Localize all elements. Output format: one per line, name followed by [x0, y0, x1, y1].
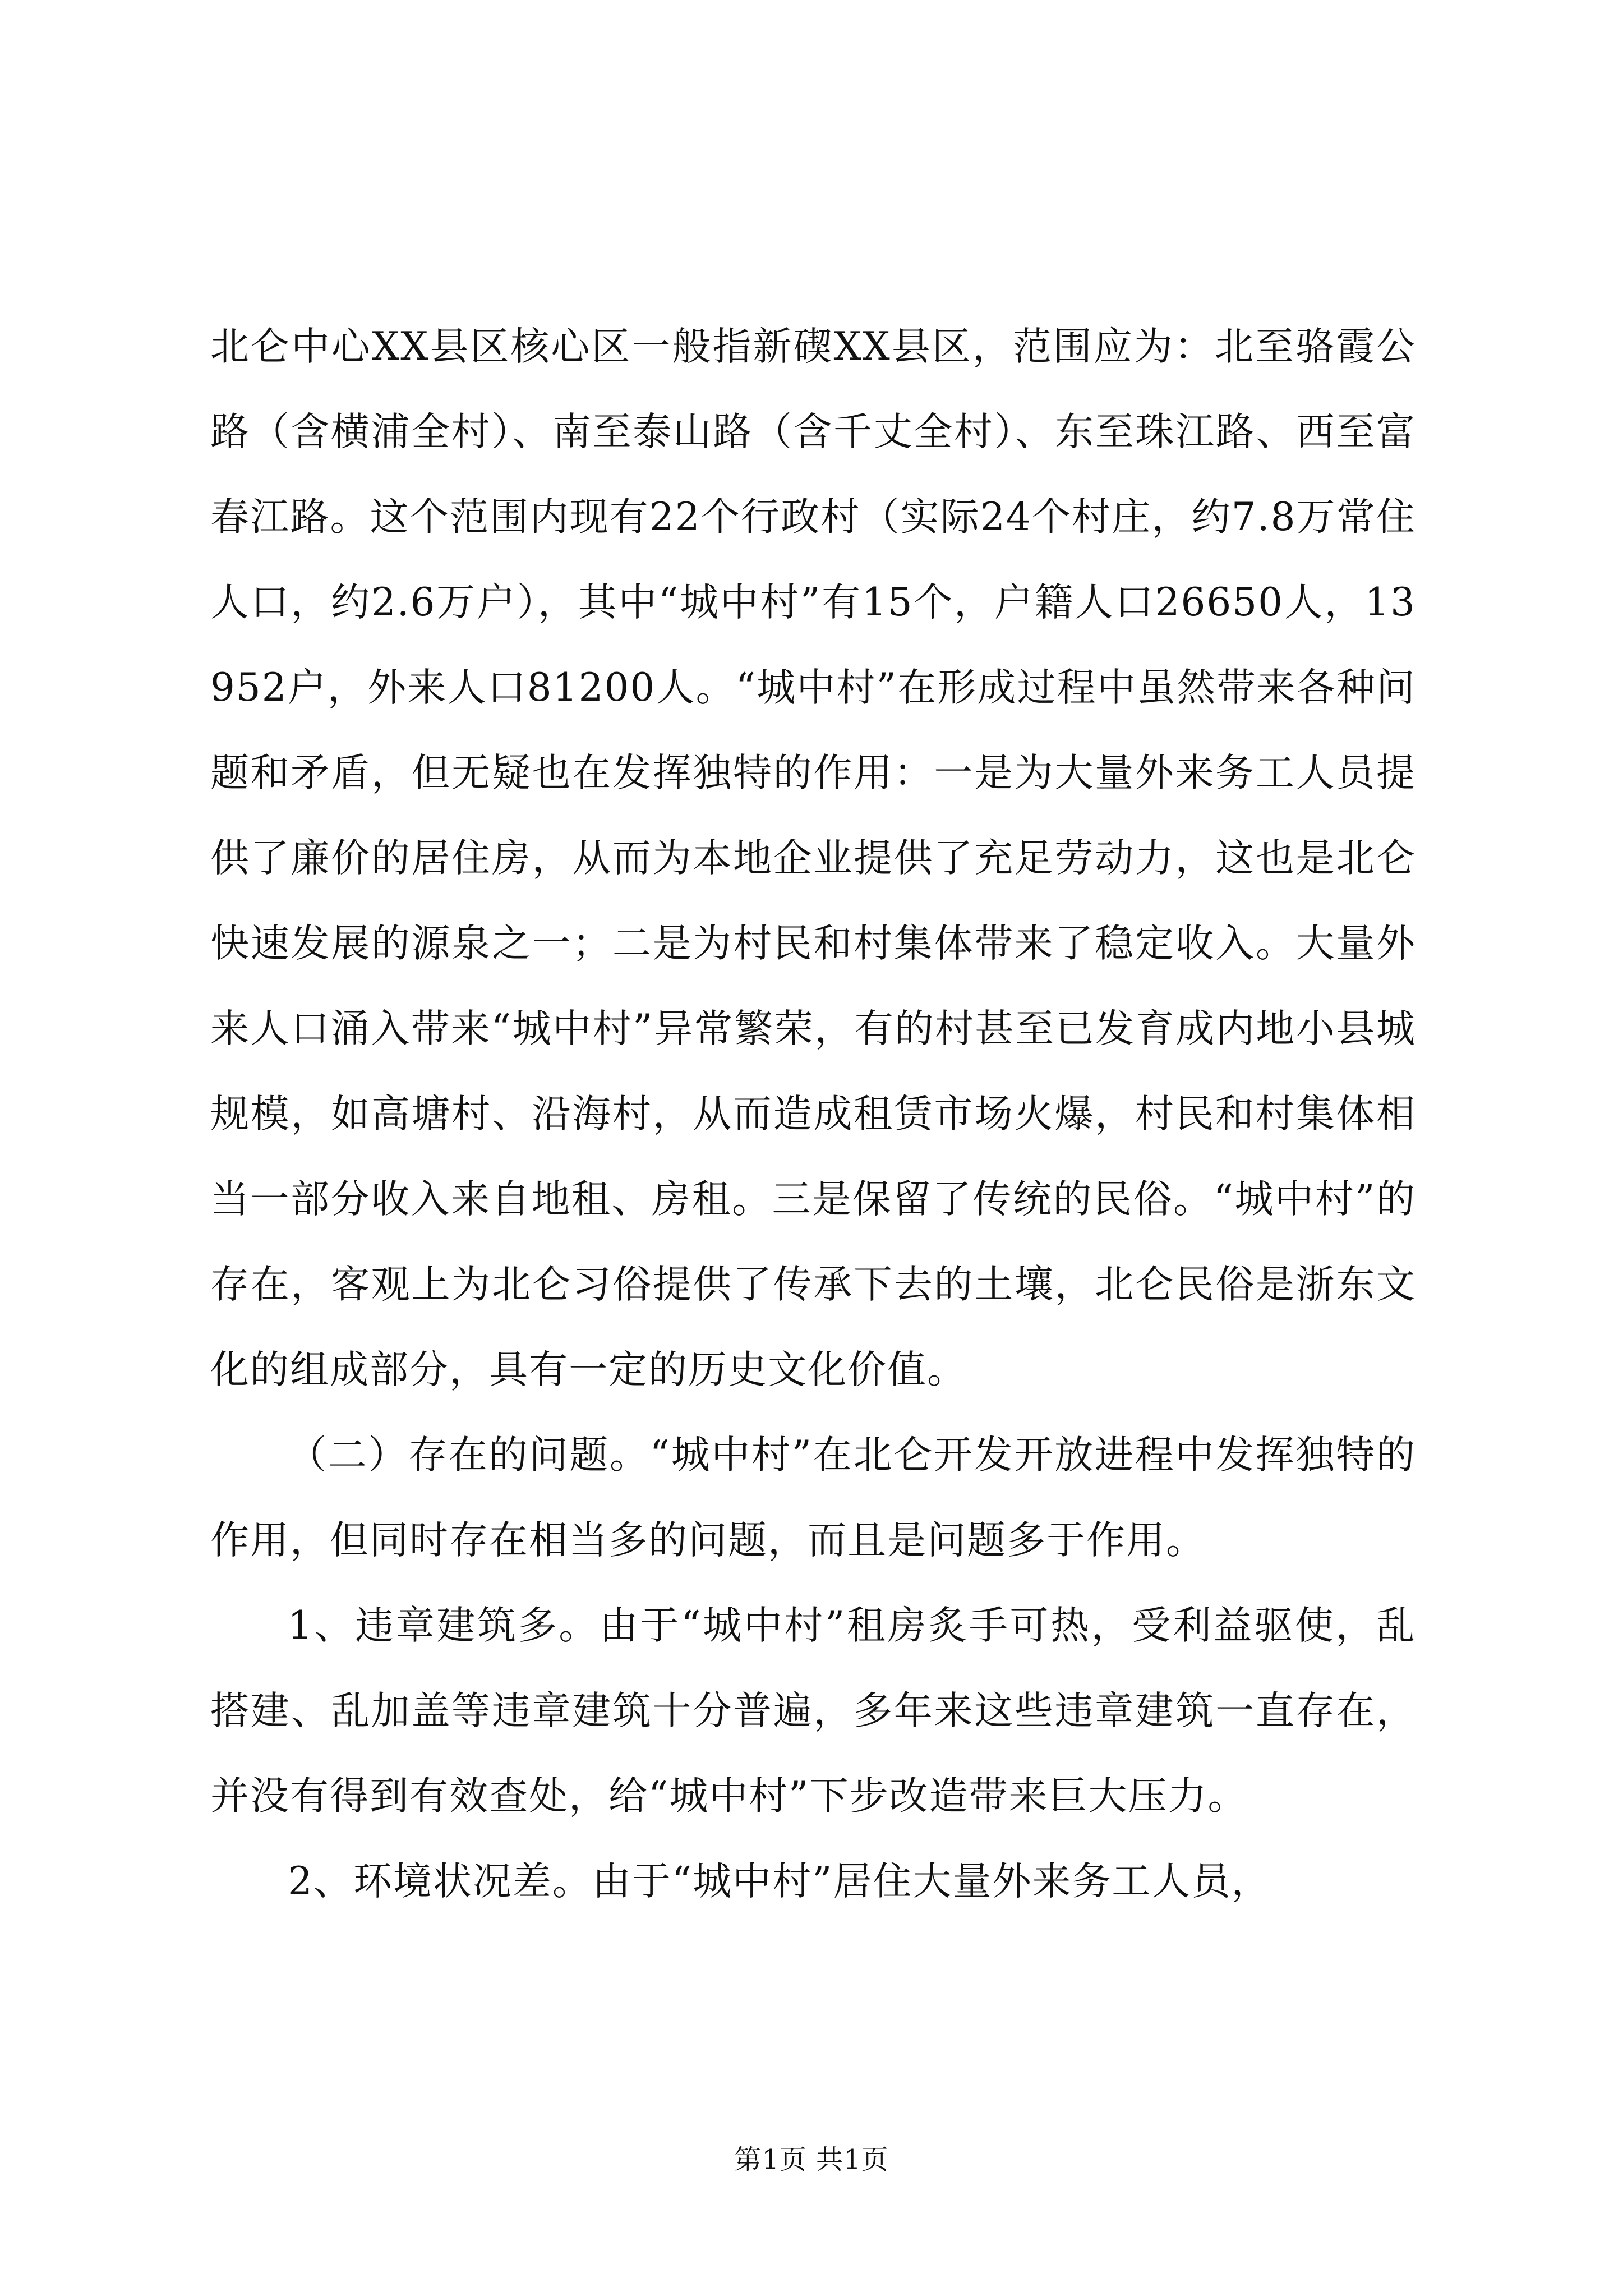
- paragraph-1: 北仑中心XX县区核心区一般指新碶XX县区，范围应为：北至骆霞公路（含横浦全村）、南至泰山路（含千丈全村）、东至珠江路、西至富春江路。这个范围内现有22个行政村（实际24个村庄，约7.8万常住人口，约2.6万户），其中“城中村”有15个，户籍人口26650人，13952户，外来人口81200人。“城中村”在形成过程中虽然带来各种问题和矛盾，但无疑也在发挥独特的作用：一是为大量外来务工人员提供了廉价的居住房，从而为本地企业提供了充足劳动力，这也是北仑快速发展的源泉之一；二是为村民和村集体带来了稳定收入。大量外来人口涌入带来“城中村”异常繁荣，有的村甚至已发育成内地小县城规模，如高塘村、沿海村，从而造成租赁市场火爆，村民和村集体相当一部分收入来自地租、房租。三是保留了传统的民俗。“城中村”的存在，客观上为北仑习俗提供了传承下去的土壤，北仑民俗是浙东文化的组成部分，具有一定的历史文化价值。: [210, 324, 1416, 1392]
- paragraph-2: （二）存在的问题。“城中村”在北仑开发开放进程中发挥独特的作用，但同时存在相当多的问题，而且是问题多于作用。: [210, 1433, 1416, 1563]
- paragraph-4: 2、环境状况差。由于“城中村”居住大量外来务工人员，: [288, 1859, 1271, 1904]
- paragraph-3: 1、违章建筑多。由于“城中村”租房炙手可热，受利益驱使，乱搭建、乱加盖等违章建筑十分普遍，多年来这些违章建筑一直存在，并没有得到有效查处，给“城中村”下步改造带来巨大压力。: [210, 1603, 1416, 1819]
- page-footer: 第1页 共1页: [734, 2144, 889, 2175]
- document-body: [210, 304, 1416, 1924]
